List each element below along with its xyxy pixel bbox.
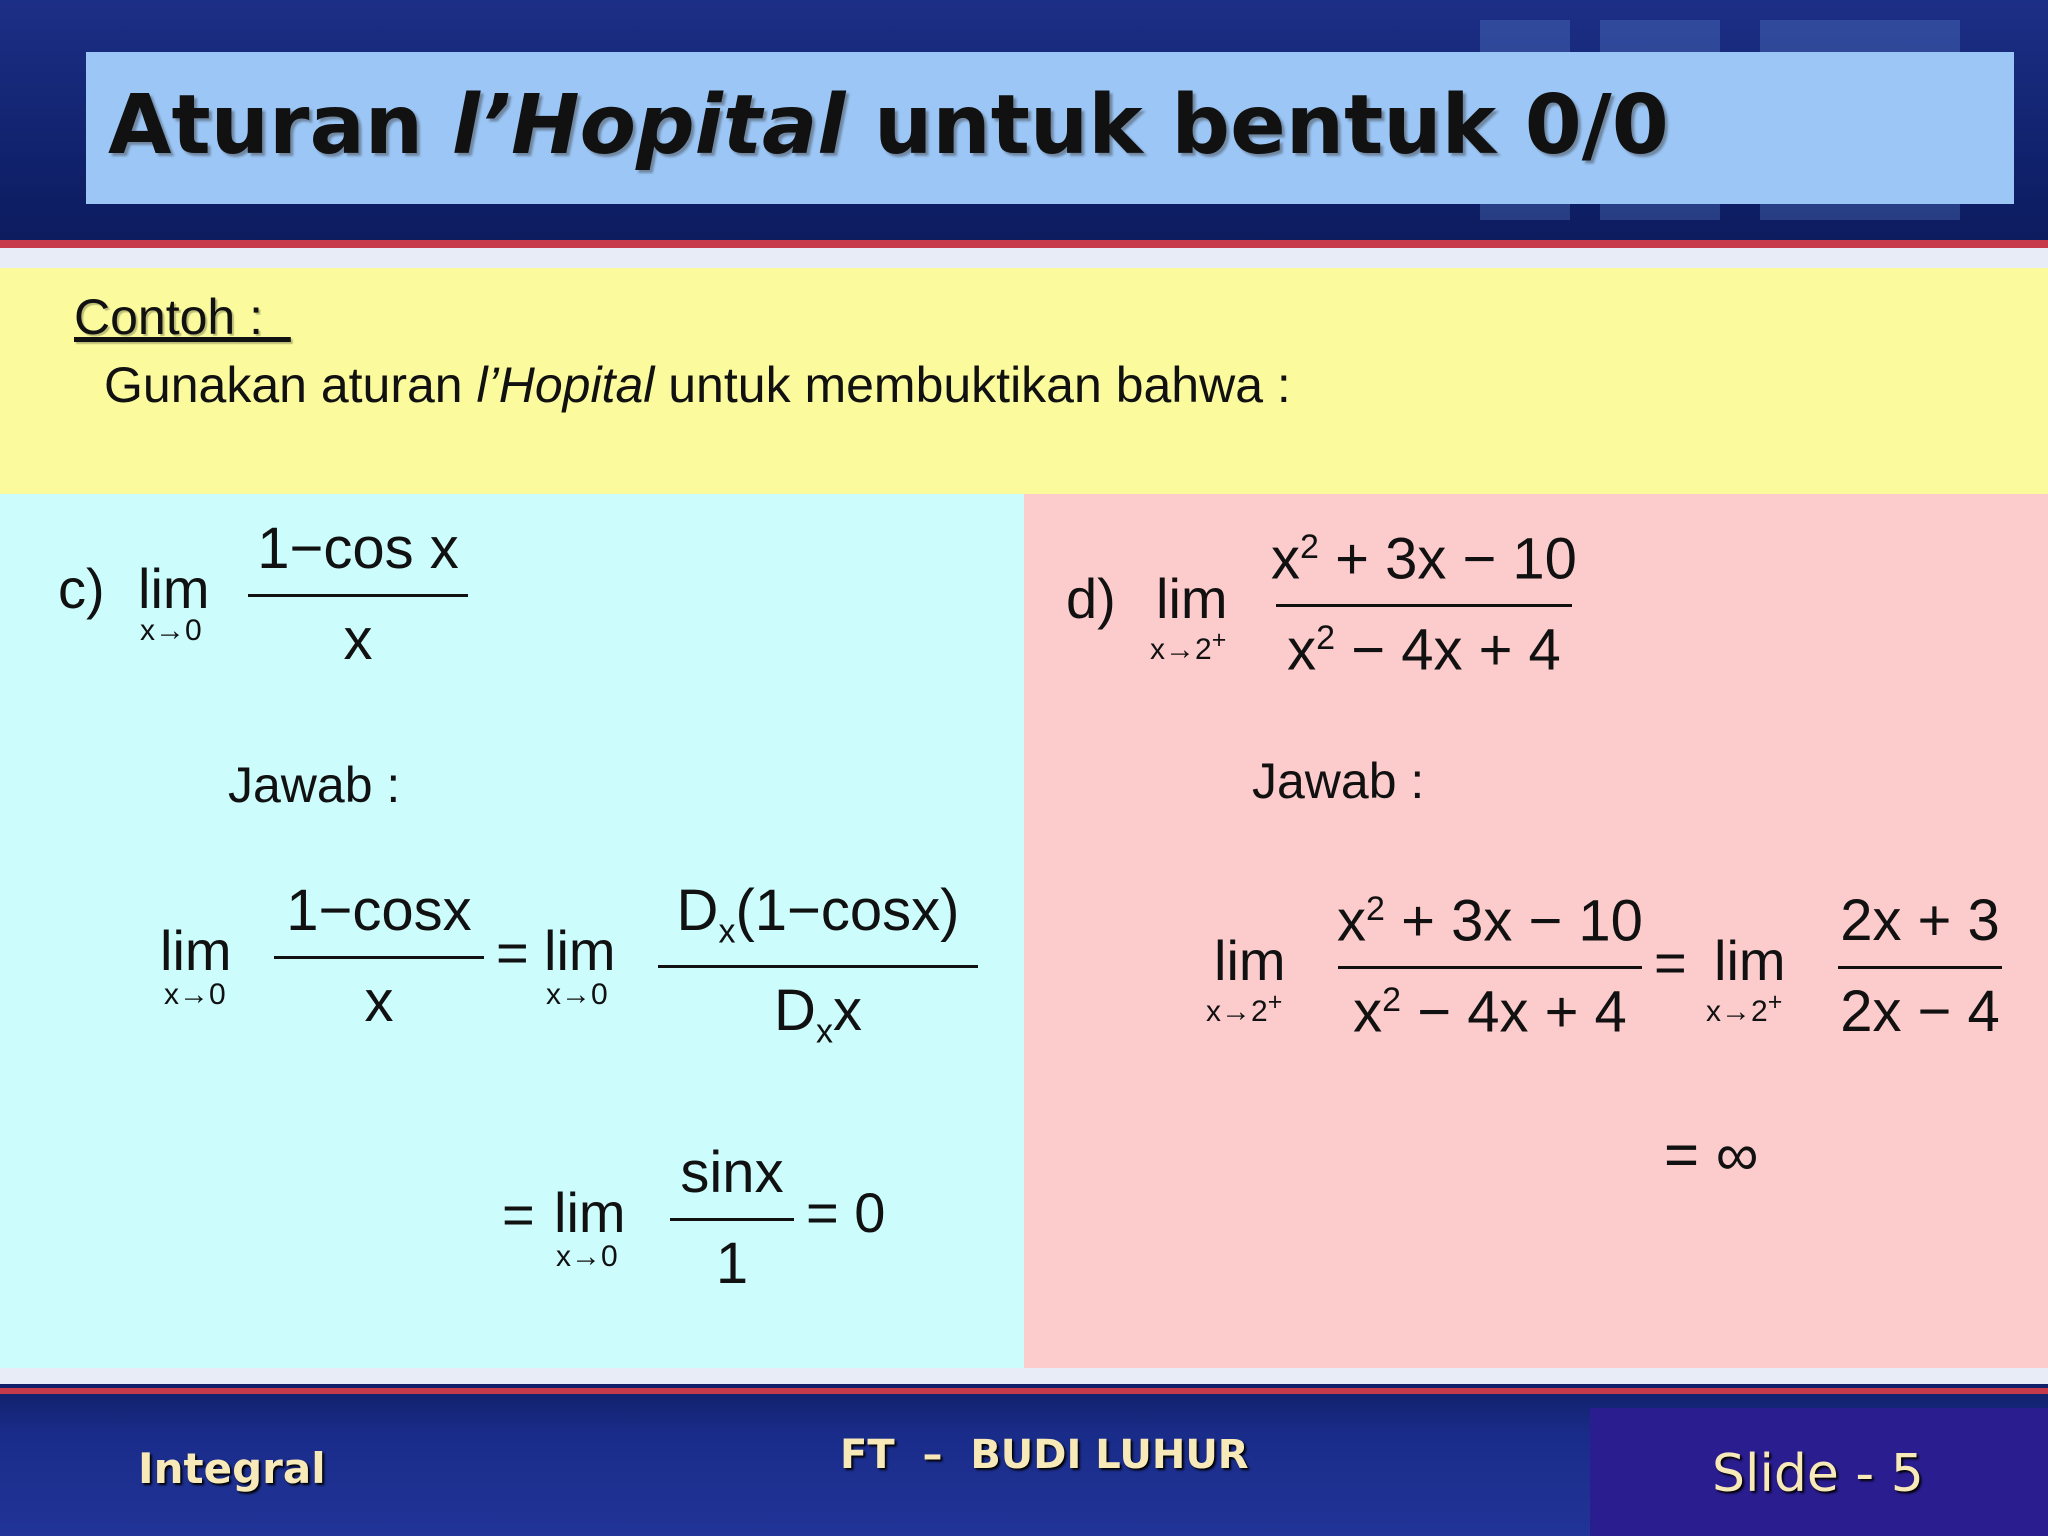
fraction-bar <box>1838 966 2002 969</box>
footer-course-label: Integral <box>138 1444 326 1493</box>
denominator-rest: x <box>832 977 862 1043</box>
d-step1-lim2-sub <box>1706 988 1782 1029</box>
footer-red-stripe <box>0 1388 2048 1394</box>
fraction-denominator: 1 <box>715 1231 749 1296</box>
x-variable: x <box>1287 617 1317 683</box>
footer-white-stripe <box>0 1368 2048 1384</box>
fraction-numerator: 1−cos x <box>257 516 459 581</box>
footer-institution-label: FT – BUDI LUHUR <box>840 1432 1249 1478</box>
lim-sub-text: x→2 <box>1706 995 1768 1028</box>
fraction-numerator <box>1337 888 1643 954</box>
lim-sub-plus: + <box>1767 988 1783 1016</box>
fraction-numerator: 2x + 3 <box>1840 888 2000 953</box>
lim-sub-plus: + <box>1211 626 1227 654</box>
d-step1-lim: lim <box>1214 929 1286 992</box>
c-step2-lim: lim <box>554 1181 626 1244</box>
d-operator: D <box>774 977 816 1043</box>
instruction-text <box>104 356 1291 414</box>
title-text-pre: Aturan <box>108 78 452 173</box>
fraction-denominator: 2x − 4 <box>1840 979 2000 1044</box>
c-step2-fraction <box>670 1140 794 1296</box>
d-subscript: x <box>815 1012 833 1051</box>
fraction-numerator: sinx <box>680 1140 784 1205</box>
d-step1-fraction2 <box>1838 888 2002 1044</box>
x-variable: x <box>1271 526 1301 592</box>
problem-d-fraction <box>1271 526 1577 683</box>
d-step2-result: = ∞ <box>1664 1121 1759 1188</box>
contoh-heading: Contoh : <box>74 289 291 345</box>
lim-sub-text: x→2 <box>1206 995 1268 1028</box>
title-text-italic: l’Hopital <box>451 78 846 173</box>
header-white-stripe <box>0 248 2048 268</box>
fraction-bar <box>658 965 978 968</box>
lim-sub-text: x→2 <box>1150 633 1212 666</box>
slide-title <box>108 78 1669 173</box>
d-step1-lim-sub <box>1206 988 1282 1029</box>
fraction-bar <box>248 594 468 597</box>
d-operator: D <box>676 878 719 943</box>
fraction-denominator <box>1287 617 1561 683</box>
c-step1-lim2-sub: x→0 <box>546 978 608 1011</box>
denominator-rest: − 4x + 4 <box>1401 979 1627 1045</box>
fraction-numerator: 1−cosx <box>286 878 472 943</box>
c-step1-lim-sub: x→0 <box>164 978 226 1011</box>
footer-slide-number: Slide - 5 <box>1712 1444 1924 1504</box>
problem-d-lim-sub <box>1150 626 1226 667</box>
c-step1-lim: lim <box>160 919 232 982</box>
c-step1-lim2: lim <box>544 919 616 982</box>
fraction-bar <box>1276 604 1572 607</box>
problem-c-label: c) <box>58 557 105 620</box>
d-step1-fraction <box>1337 888 1643 1045</box>
problem-d-lim: lim <box>1156 567 1228 630</box>
title-text-post: untuk bentuk 0/0 <box>845 78 1669 173</box>
instruction-italic: l’Hopital <box>476 357 655 413</box>
numerator-rest: + 3x − 10 <box>1318 526 1577 592</box>
x-variable: x <box>1353 979 1383 1045</box>
exponent: 2 <box>1316 619 1336 658</box>
c-step2-result: = 0 <box>806 1181 886 1244</box>
problem-c-lim-sub: x→0 <box>140 614 202 647</box>
denominator-rest: − 4x + 4 <box>1335 617 1561 683</box>
problem-d-jawab: Jawab : <box>1252 753 1425 809</box>
fraction-denominator: x <box>364 969 394 1034</box>
lim-sub-plus: + <box>1267 988 1283 1016</box>
fraction-bar <box>670 1218 794 1221</box>
instruction-pre: Gunakan aturan <box>104 357 477 413</box>
fraction-bar <box>1338 966 1642 969</box>
fraction-denominator <box>774 977 862 1051</box>
fraction-numerator <box>676 878 960 951</box>
c-step2-lim-sub: x→0 <box>556 1240 618 1273</box>
exponent: 2 <box>1300 528 1319 566</box>
d-step1-lim2: lim <box>1714 929 1786 992</box>
exponent: 2 <box>1366 890 1385 928</box>
c-step1-fraction2 <box>658 878 978 1051</box>
x-variable: x <box>1337 888 1367 954</box>
header-red-stripe <box>0 240 2048 248</box>
c-step2-equals: = <box>502 1183 535 1246</box>
problem-c-fraction <box>248 516 468 672</box>
numerator-rest: (1−cosx) <box>735 878 960 943</box>
c-step1-fraction <box>274 878 484 1034</box>
exponent: 2 <box>1382 981 1402 1020</box>
problem-c-jawab: Jawab : <box>228 757 401 813</box>
problem-c-lim: lim <box>138 557 210 620</box>
problem-d-label: d) <box>1066 567 1116 630</box>
c-step1-equals: = <box>496 921 529 984</box>
numerator-rest: + 3x − 10 <box>1384 888 1643 954</box>
fraction-bar <box>274 956 484 959</box>
fraction-denominator <box>1353 979 1627 1045</box>
fraction-denominator: x <box>343 607 373 672</box>
fraction-numerator <box>1271 526 1577 592</box>
instruction-post: untuk membuktikan bahwa : <box>654 357 1291 413</box>
d-step1-equals: = <box>1654 931 1687 994</box>
d-subscript: x <box>718 912 736 951</box>
